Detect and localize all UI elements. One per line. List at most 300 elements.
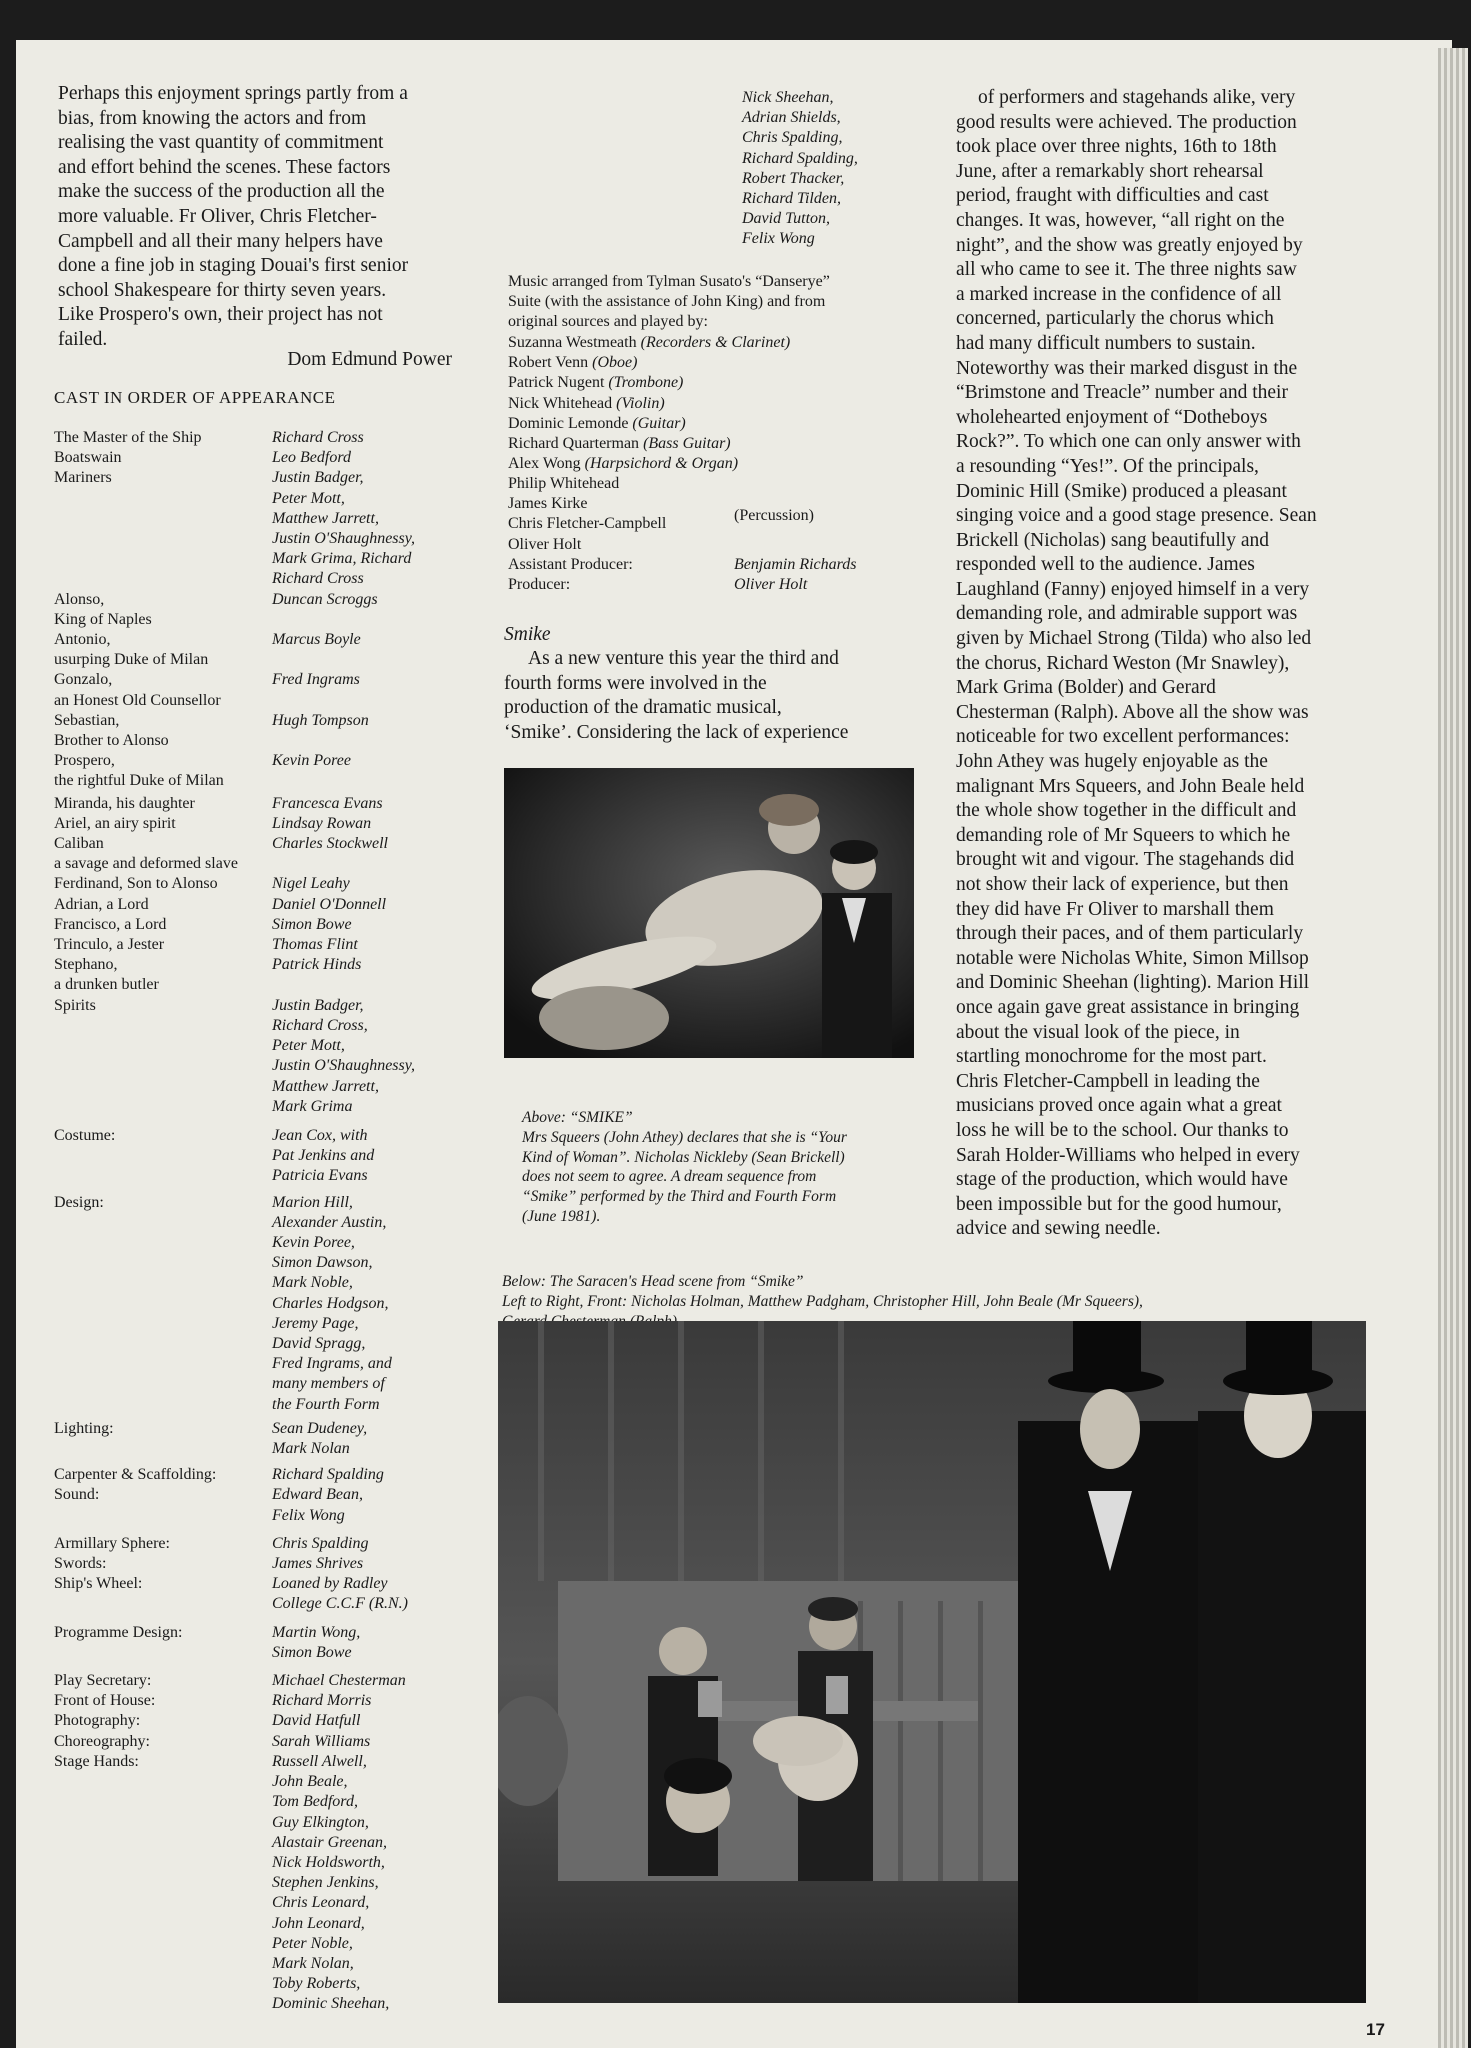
- musician-row: [508, 373, 928, 393]
- name-line: Hugh Tompson: [272, 711, 369, 729]
- page-number: 17: [1366, 2020, 1385, 2039]
- role-line: Photography:: [54, 1712, 141, 1730]
- name-line: John Leonard,: [272, 1914, 365, 1932]
- intro-line: and effort behind the scenes. These factors: [58, 156, 391, 178]
- role-label: [54, 428, 272, 448]
- photo1-caption-line: does not seem to agree. A dream sequence from: [522, 1168, 817, 1186]
- intro-line: Perhaps this enjoyment springs partly from a: [58, 83, 408, 104]
- name-line: Richard Spalding: [272, 1466, 384, 1484]
- role-label: [54, 834, 272, 874]
- right-column-line: Laughland (Fanny) enjoyed himself in a very: [956, 578, 1310, 600]
- right-column-line: malignant Mrs Squeers, and John Beale held: [956, 775, 1305, 797]
- name-line: Marion Hill,: [272, 1193, 353, 1211]
- musicians-list: [508, 333, 928, 474]
- role-line: Miranda, his daughter: [54, 794, 195, 812]
- role-label: [54, 590, 272, 630]
- crew-row: [54, 1465, 524, 1526]
- name-line: Nick Holdsworth,: [272, 1853, 385, 1871]
- musician-row: [508, 394, 928, 414]
- right-column-line: of performers and stagehands alike, very: [978, 87, 1296, 108]
- name-line: Nigel Leahy: [272, 875, 350, 893]
- role-label: [54, 814, 272, 834]
- musician-name: Robert Venn: [508, 354, 589, 372]
- intro-line: more valuable. Fr Oliver, Chris Fletcher-: [58, 205, 377, 227]
- performer-names: [272, 814, 522, 834]
- stagehand-name: Adrian Shields,: [742, 109, 841, 127]
- photo2-caption-line: Below: The Saracen's Head scene from “Smike”: [502, 1273, 804, 1290]
- crew-row: [54, 1126, 524, 1187]
- name-line: Dominic Sheehan,: [272, 1995, 390, 2013]
- name-line: Kevin Poree,: [272, 1234, 355, 1252]
- name-line: Richard Cross,: [272, 1016, 368, 1034]
- name-line: Peter Mott,: [272, 1037, 345, 1055]
- role-line: Brother to Alonso: [54, 732, 169, 750]
- role-label: [54, 1671, 272, 2014]
- role-label: [54, 1534, 272, 1615]
- musician-instrument: (Trombone): [608, 374, 684, 392]
- performer-names: [272, 895, 522, 915]
- cast-row: [54, 468, 524, 589]
- cast-row: [54, 895, 524, 915]
- photo1-caption-line: “Smike” performed by the Third and Fourth Form: [522, 1188, 837, 1206]
- music-intro-line: Music arranged from Tylman Susato's “Danserye”: [508, 273, 830, 290]
- cast-list: [54, 428, 524, 1168]
- role-label: [54, 915, 272, 935]
- role-line: Adrian, a Lord: [54, 895, 149, 913]
- name-line: Leo Bedford: [272, 449, 351, 467]
- smike-intro-line: fourth forms were involved in the: [504, 672, 767, 694]
- performer-names: [272, 996, 522, 1117]
- photo1-caption-line: Kind of Woman”. Nicholas Nickleby (Sean Brickell): [522, 1148, 845, 1166]
- role-line: Ship's Wheel:: [54, 1575, 143, 1593]
- cast-row: [54, 428, 524, 448]
- role-line: Front of House:: [54, 1692, 156, 1710]
- name-line: Sean Dudeney,: [272, 1419, 368, 1437]
- role-line: Francisco, a Lord: [54, 915, 167, 933]
- role-label: [54, 670, 272, 710]
- role-line: usurping Duke of Milan: [54, 651, 209, 669]
- name-line: Edward Bean,: [272, 1486, 363, 1504]
- right-column-line: Chesterman (Ralph). Above all the show was: [956, 701, 1309, 723]
- performer-names: [272, 711, 522, 751]
- name-line: Fred Ingrams: [272, 671, 360, 689]
- percussionist-name: Oliver Holt: [508, 535, 582, 553]
- role-line: the rightful Duke of Milan: [54, 772, 224, 790]
- right-column-line: given by Michael Strong (Tilda) who also led: [956, 628, 1312, 650]
- performer-names: [272, 794, 522, 814]
- name-line: David Spragg,: [272, 1335, 366, 1353]
- right-column-line: Noteworthy was their marked disgust in the: [956, 357, 1298, 379]
- role-line: Lighting:: [54, 1419, 114, 1437]
- cast-row: [54, 590, 524, 630]
- percussionist-name: Chris Fletcher-Campbell: [508, 515, 667, 533]
- stagehand-name: Felix Wong: [742, 230, 815, 248]
- cast-heading: CAST IN ORDER OF APPEARANCE: [54, 388, 336, 407]
- name-line: Marcus Boyle: [272, 631, 361, 649]
- stagehands-continued: [742, 88, 962, 250]
- stagehand-name: Richard Tilden,: [742, 190, 841, 208]
- role-label: [54, 1126, 272, 1187]
- smike-intro: [504, 647, 924, 745]
- right-column-line: about the visual look of the piece, in: [956, 1021, 1240, 1043]
- musician-name: Dominic Lemonde: [508, 414, 629, 432]
- musician-name: Nick Whitehead: [508, 394, 613, 412]
- name-line: Jean Cox, with: [272, 1127, 368, 1144]
- right-column-line: good results were achieved. The production: [956, 111, 1297, 133]
- role-label: [54, 448, 272, 468]
- percussion-label: (Percussion): [734, 507, 814, 524]
- intro-line: school Shakespeare for thirty seven years.: [58, 279, 387, 301]
- role-line: Mariners: [54, 469, 112, 487]
- smike-heading: Smike: [504, 624, 551, 645]
- producer-role: Producer:: [508, 576, 571, 594]
- intro-line: failed.: [58, 328, 108, 350]
- name-line: Mark Nolan: [272, 1440, 350, 1458]
- cast-row: [54, 448, 524, 468]
- name-line: Alexander Austin,: [272, 1213, 387, 1231]
- role-label: [54, 1419, 272, 1459]
- name-line: Simon Bowe: [272, 1643, 352, 1661]
- right-column-line: a resounding “Yes!”. Of the principals,: [956, 455, 1259, 477]
- performer-names: [272, 630, 522, 670]
- role-line: Caliban: [54, 835, 104, 853]
- name-line: Duncan Scroggs: [272, 590, 378, 608]
- performer-names: [272, 468, 522, 589]
- name-line: Patrick Hinds: [272, 956, 362, 974]
- role-label: [54, 630, 272, 670]
- name-line: Richard Cross: [272, 570, 364, 588]
- role-label: [54, 874, 272, 894]
- right-column-line: had many difficult numbers to sustain.: [956, 332, 1256, 354]
- role-line: Sebastian,: [54, 711, 120, 729]
- performer-names: [272, 1465, 522, 1526]
- role-line: King of Naples: [54, 610, 152, 628]
- musician-name: Suzanna Westmeath: [508, 334, 637, 351]
- name-line: David Hatfull: [272, 1712, 361, 1730]
- performer-names: [272, 751, 522, 791]
- right-column-line: and Dominic Sheehan (lighting). Marion Hill: [956, 972, 1310, 994]
- role-label: [54, 468, 272, 589]
- role-line: Boatswain: [54, 449, 122, 467]
- photo1-caption-line: Mrs Squeers (John Athey) declares that she is “Your: [522, 1128, 847, 1146]
- producer-row: [508, 575, 928, 595]
- musician-instrument: (Bass Guitar): [643, 435, 731, 453]
- role-line: Ariel, an airy spirit: [54, 814, 176, 832]
- stagehand-name: Robert Thacker,: [742, 169, 845, 187]
- name-line: Justin Badger,: [272, 469, 364, 487]
- right-column-line: night”, and the show was greatly enjoyed by: [956, 234, 1303, 256]
- cast-row: [54, 751, 524, 791]
- percussion-list: [508, 474, 928, 555]
- performer-names: [272, 590, 522, 630]
- performer-names: [272, 935, 522, 955]
- name-line: Matthew Jarrett,: [272, 1077, 379, 1095]
- producer-role: Assistant Producer:: [508, 556, 633, 573]
- name-line: Lindsay Rowan: [272, 814, 372, 832]
- right-column-line: Dominic Hill (Smike) produced a pleasant: [956, 480, 1287, 502]
- cast-row: [54, 996, 524, 1117]
- intro-line: Campbell and all their many helpers have: [58, 230, 383, 252]
- right-column-line: once again gave great assistance in bringing: [956, 996, 1300, 1018]
- crew-row: [54, 1419, 524, 1459]
- stagehand-name: Nick Sheehan,: [742, 89, 834, 106]
- right-column-line: they did have Fr Oliver to marshall them: [956, 898, 1274, 920]
- name-line: the Fourth Form: [272, 1395, 380, 1413]
- role-line: Stage Hands:: [54, 1752, 139, 1770]
- producer-row: [508, 555, 928, 575]
- right-column-line: through their paces, and of them particularly: [956, 923, 1304, 945]
- producer-name: Oliver Holt: [734, 576, 808, 594]
- intro-line: done a fine job in staging Douai's first senior: [58, 255, 409, 277]
- role-line: Carpenter & Scaffolding:: [54, 1466, 217, 1484]
- name-line: Simon Bowe: [272, 915, 352, 933]
- performer-names: [272, 1126, 522, 1187]
- right-column-line: the whole show together in the difficult and: [956, 800, 1297, 822]
- role-label: [54, 1623, 272, 1663]
- photo-smike-dream-sequence: [504, 768, 914, 1058]
- name-line: Charles Hodgson,: [272, 1294, 389, 1312]
- signature: Dom Edmund Power: [287, 349, 452, 370]
- right-column-line: all who came to see it. The three nights saw: [956, 259, 1297, 281]
- role-label: [54, 955, 272, 995]
- performer-names: [272, 670, 522, 710]
- right-column-line: musicians proved once again what a great: [956, 1095, 1282, 1117]
- performer-names: [272, 915, 522, 935]
- photo1-caption: [522, 1108, 942, 1227]
- name-line: Mark Grima: [272, 1097, 353, 1115]
- name-line: Daniel O'Donnell: [272, 895, 387, 913]
- musician-instrument: (Recorders & Clarinet): [640, 334, 791, 351]
- name-line: Guy Elkington,: [272, 1813, 369, 1831]
- musician-instrument: (Harpsichord & Organ): [584, 455, 739, 473]
- role-line: Gonzalo,: [54, 671, 113, 689]
- name-line: Mark Nolan,: [272, 1954, 354, 1972]
- role-line: Prospero,: [54, 752, 115, 770]
- right-column-line: singing voice and a good stage presence. Sean: [956, 505, 1317, 527]
- role-label: [54, 1193, 272, 1415]
- name-line: Chris Leonard,: [272, 1894, 370, 1912]
- right-column-text: [956, 86, 1396, 1242]
- performer-names: [272, 955, 522, 995]
- cast-row: [54, 874, 524, 894]
- name-line: Simon Dawson,: [272, 1254, 373, 1272]
- cast-row: [54, 935, 524, 955]
- right-column-line: advice and sewing needle.: [956, 1218, 1161, 1240]
- name-line: Tom Bedford,: [272, 1793, 358, 1811]
- performer-names: [272, 1623, 522, 1663]
- photo2-caption-line: Left to Right, Front: Nicholas Holman, Matthew Padgham, Christopher Hill, John Beale (Mr Squeers),: [502, 1292, 1143, 1310]
- photo-smike-dream-sequence-image: [504, 768, 914, 1058]
- photo-saracens-head-scene-image: [498, 1321, 1366, 2003]
- right-column-line: wholehearted enjoyment of “Dotheboys: [956, 406, 1268, 428]
- role-line: Design:: [54, 1193, 104, 1211]
- performer-names: [272, 874, 522, 894]
- stagehand-name: David Tutton,: [742, 210, 831, 228]
- name-line: Mark Noble,: [272, 1274, 353, 1292]
- name-line: James Shrives: [272, 1555, 364, 1573]
- performer-names: [272, 1671, 522, 2014]
- name-line: Felix Wong: [272, 1506, 345, 1524]
- musician-instrument: (Oboe): [592, 354, 638, 372]
- role-label: [54, 1465, 272, 1526]
- role-line: an Honest Old Counsellor: [54, 691, 221, 709]
- name-line: Kevin Poree: [272, 752, 351, 770]
- role-line: Play Secretary:: [54, 1672, 152, 1690]
- right-column-line: changes. It was, however, “all right on the: [956, 209, 1285, 231]
- crew-row: [54, 1534, 524, 1615]
- right-column-line: noticeable for two excellent performances:: [956, 726, 1290, 748]
- name-line: Jeremy Page,: [272, 1314, 359, 1332]
- right-column-line: loss he will be to the school. Our thanks to: [956, 1119, 1289, 1141]
- photo1-caption-line: (June 1981).: [522, 1207, 601, 1225]
- role-line: a drunken butler: [54, 976, 159, 994]
- musician-name: Alex Wong: [508, 455, 581, 473]
- right-column-line: “Brimstone and Treacle” number and their: [956, 382, 1288, 404]
- musician-row: [508, 333, 928, 353]
- name-line: Toby Roberts,: [272, 1975, 361, 1993]
- smike-intro-line: ‘Smike’. Considering the lack of experience: [504, 721, 849, 743]
- photo-saracens-head-scene: [498, 1321, 1366, 2003]
- right-column-line: startling monochrome for the most part.: [956, 1046, 1267, 1068]
- role-label: [54, 895, 272, 915]
- musician-instrument: (Violin): [616, 394, 665, 412]
- role-line: Ferdinand, Son to Alonso: [54, 875, 218, 893]
- stagehand-name: Chris Spalding,: [742, 129, 843, 147]
- right-column-line: Rock?”. To which one can only answer with: [956, 431, 1301, 453]
- photo1-caption-line: Above: “SMIKE”: [522, 1109, 633, 1126]
- right-column-line: June, after a remarkably short rehearsal: [956, 160, 1264, 182]
- right-column-line: Brickell (Nicholas) sang beautifully and: [956, 529, 1269, 551]
- crew-row: [54, 1671, 524, 2014]
- name-line: Patricia Evans: [272, 1167, 368, 1185]
- right-column-line: a marked increase in the confidence of all: [956, 283, 1282, 305]
- name-line: Francesca Evans: [272, 794, 383, 812]
- right-column-line: concerned, particularly the chorus which: [956, 308, 1274, 330]
- role-label: [54, 935, 272, 955]
- right-column-line: the chorus, Richard Weston (Mr Snawley),: [956, 652, 1290, 674]
- name-line: Loaned by Radley: [272, 1575, 388, 1593]
- right-column-line: Chris Fletcher-Campbell in leading the: [956, 1070, 1260, 1092]
- performer-names: [272, 834, 522, 874]
- name-line: Stephen Jenkins,: [272, 1874, 379, 1892]
- smike-intro-line: As a new venture this year the third and: [528, 648, 839, 669]
- name-line: Russell Alwell,: [272, 1752, 367, 1770]
- cast-row: [54, 630, 524, 670]
- role-line: Choreography:: [54, 1732, 150, 1750]
- crew-row: [54, 1623, 524, 1663]
- name-line: Mark Grima, Richard: [272, 550, 412, 568]
- role-line: Trinculo, a Jester: [54, 936, 165, 954]
- role-line: Alonso,: [54, 590, 105, 608]
- cast-row: [54, 814, 524, 834]
- right-column-line: took place over three nights, 16th to 18th: [956, 136, 1277, 158]
- right-column-line: stage of the production, which would have: [956, 1169, 1288, 1191]
- right-column-line: brought wit and vigour. The stagehands did: [956, 849, 1295, 871]
- right-column-line: Sarah Holder-Williams who helped in every: [956, 1144, 1300, 1166]
- role-line: Sound:: [54, 1486, 100, 1504]
- role-line: Programme Design:: [54, 1623, 183, 1641]
- intro-line: realising the vast quantity of commitment: [58, 132, 384, 154]
- percussionist-name: Philip Whitehead: [508, 475, 620, 492]
- stagehand-name: Richard Spalding,: [742, 149, 858, 167]
- intro-line: make the success of the production all the: [58, 181, 385, 203]
- producer-name: Benjamin Richards: [734, 556, 857, 573]
- smike-intro-line: production of the dramatic musical,: [504, 697, 782, 719]
- musician-row: [508, 454, 928, 474]
- cast-row: [54, 711, 524, 751]
- name-line: John Beale,: [272, 1773, 348, 1791]
- role-line: Stephano,: [54, 956, 118, 974]
- musician-name: Patrick Nugent: [508, 374, 605, 392]
- role-line: Antonio,: [54, 631, 111, 649]
- role-line: Swords:: [54, 1555, 107, 1573]
- music-intro-line: original sources and played by:: [508, 313, 708, 331]
- role-line: a savage and deformed slave: [54, 855, 238, 873]
- name-line: Matthew Jarrett,: [272, 509, 379, 527]
- role-label: [54, 711, 272, 751]
- intro-line: bias, from knowing the actors and from: [58, 107, 367, 129]
- cast-row: [54, 955, 524, 995]
- performer-names: [272, 1419, 522, 1459]
- right-column-line: responded well to the audience. James: [956, 554, 1255, 576]
- musician-name: Richard Quarterman: [508, 435, 640, 453]
- name-line: Richard Morris: [272, 1692, 372, 1710]
- intro-line: Like Prospero's own, their project has not: [58, 304, 383, 326]
- name-line: Thomas Flint: [272, 936, 358, 954]
- role-line: Spirits: [54, 996, 96, 1014]
- performer-names: [272, 428, 522, 448]
- musician-instrument: (Guitar): [632, 414, 686, 432]
- name-line: Chris Spalding: [272, 1534, 369, 1552]
- name-line: College C.C.F (R.N.): [272, 1595, 408, 1613]
- percussionist-name: James Kirke: [508, 495, 588, 513]
- crew-row: [54, 1193, 524, 1415]
- role-label: [54, 996, 272, 1117]
- name-line: Justin Badger,: [272, 996, 364, 1014]
- musician-row: [508, 353, 928, 373]
- name-line: Pat Jenkins and: [272, 1147, 375, 1165]
- role-line: The Master of the Ship: [54, 429, 202, 446]
- name-line: Sarah Williams: [272, 1732, 371, 1750]
- name-line: Fred Ingrams, and: [272, 1355, 392, 1373]
- role-line: Costume:: [54, 1127, 116, 1144]
- music-intro-line: Suite (with the assistance of John King) and from: [508, 293, 826, 311]
- right-column-line: notable were Nicholas White, Simon Millsop: [956, 947, 1309, 969]
- cast-row: [54, 915, 524, 935]
- role-line: Armillary Sphere:: [54, 1534, 170, 1552]
- name-line: Charles Stockwell: [272, 835, 388, 853]
- name-line: Alastair Greenan,: [272, 1833, 387, 1851]
- right-column-line: period, fraught with difficulties and cast: [956, 185, 1269, 207]
- right-column-line: demanding role, and admirable support was: [956, 603, 1298, 625]
- crew-list: [54, 1126, 524, 2026]
- performer-names: [272, 448, 522, 468]
- musician-row: [508, 434, 928, 454]
- cast-row: [54, 670, 524, 710]
- right-column-line: demanding role of Mr Squeers to which he: [956, 824, 1291, 846]
- name-line: Martin Wong,: [272, 1623, 361, 1641]
- performer-names: [272, 1534, 522, 1615]
- magazine-page: [16, 40, 1452, 2048]
- musician-row: [508, 414, 928, 434]
- name-line: Justin O'Shaughnessy,: [272, 1057, 415, 1075]
- right-column-line: John Athey was hugely enjoyable as the: [956, 751, 1268, 773]
- music-intro: [508, 272, 928, 333]
- name-line: many members of: [272, 1375, 385, 1393]
- role-label: [54, 794, 272, 814]
- name-line: Peter Mott,: [272, 489, 345, 507]
- name-line: Michael Chesterman: [272, 1672, 406, 1690]
